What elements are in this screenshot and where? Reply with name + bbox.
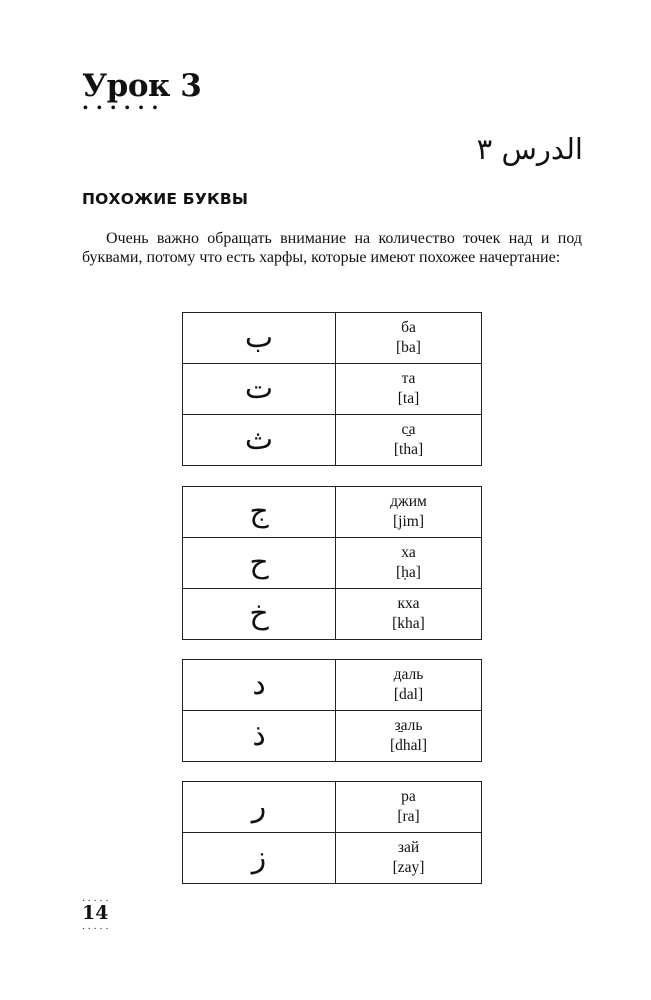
name-cell [336,782,482,833]
letter-group-table [182,659,482,762]
letter-row [183,415,482,466]
letter-name: кха [397,595,420,612]
letter-cell [183,487,336,538]
letter-transliteration: [jim] [393,513,424,530]
letter-cell [183,782,336,833]
arabic-letter: ح [249,545,269,580]
letter-row [183,782,482,833]
name-cell [336,313,482,364]
title-dots-decoration: •••••• [83,101,167,116]
letter-transliteration: [zay] [392,859,425,876]
letter-group-table [182,781,482,884]
name-cell [336,660,482,711]
letter-row [183,711,482,762]
name-cell [336,538,482,589]
letter-cell [183,660,336,711]
intro-paragraph: Очень важно обращать внимание на количество точек над и под буквами, потому что есть харфы, которые имеют похожее начертание: [82,230,582,266]
letter-cell [183,833,336,884]
letter-cell [183,711,336,762]
letter-name: та [401,370,416,387]
letter-name: ха [401,544,416,561]
letter-cell [183,313,336,364]
letter-row [183,660,482,711]
arabic-letter: ج [249,494,269,529]
letter-row [183,538,482,589]
arabic-lesson-heading: الدرس ٣ [476,132,583,166]
arabic-letter: د [252,667,266,702]
arabic-letter: ث [244,422,274,457]
letter-name: зай [397,839,420,856]
name-cell [336,833,482,884]
letter-row [183,313,482,364]
letter-transliteration: [tha] [393,441,424,458]
lesson-title: Урок 3 [82,68,202,104]
arabic-letter: ب [244,320,274,355]
name-cell [336,415,482,466]
letter-transliteration: [dhal] [389,737,427,754]
letter-cell [183,538,336,589]
name-cell [336,487,482,538]
letter-name: з̱аль [394,717,423,734]
letter-transliteration: [ta] [397,390,420,407]
letter-row [183,589,482,640]
letter-name: с̱а [401,421,416,438]
arabic-letter: ت [244,371,274,406]
letter-transliteration: [kha] [392,615,425,632]
letter-transliteration: [ḥa] [396,564,421,581]
letter-name: ра [401,788,416,805]
letter-cell [183,589,336,640]
letter-name: ба [401,319,416,336]
page-number-dots-top: ..... [82,894,112,904]
letter-cell [183,364,336,415]
arabic-letter: ز [251,840,267,875]
name-cell [336,589,482,640]
letter-transliteration: [dal] [393,686,424,703]
letter-group-table [182,486,482,640]
letter-row [183,487,482,538]
letter-row [183,364,482,415]
page-number-value: 14 [82,902,109,924]
name-cell [336,711,482,762]
page-number [82,896,111,930]
letter-name: джим [390,493,427,510]
arabic-letter: ر [251,789,267,824]
letter-cell [183,415,336,466]
letter-transliteration: [ba] [396,339,421,356]
letter-row [183,833,482,884]
section-heading: ПОХОЖИЕ БУКВЫ [82,190,249,208]
arabic-letter: ذ [252,718,266,753]
letter-transliteration: [ra] [397,808,420,825]
page-number-dots-bottom: ..... [82,922,112,932]
arabic-letter: خ [249,596,269,631]
letter-name: даль [393,666,424,683]
letter-group-table [182,312,482,466]
name-cell [336,364,482,415]
